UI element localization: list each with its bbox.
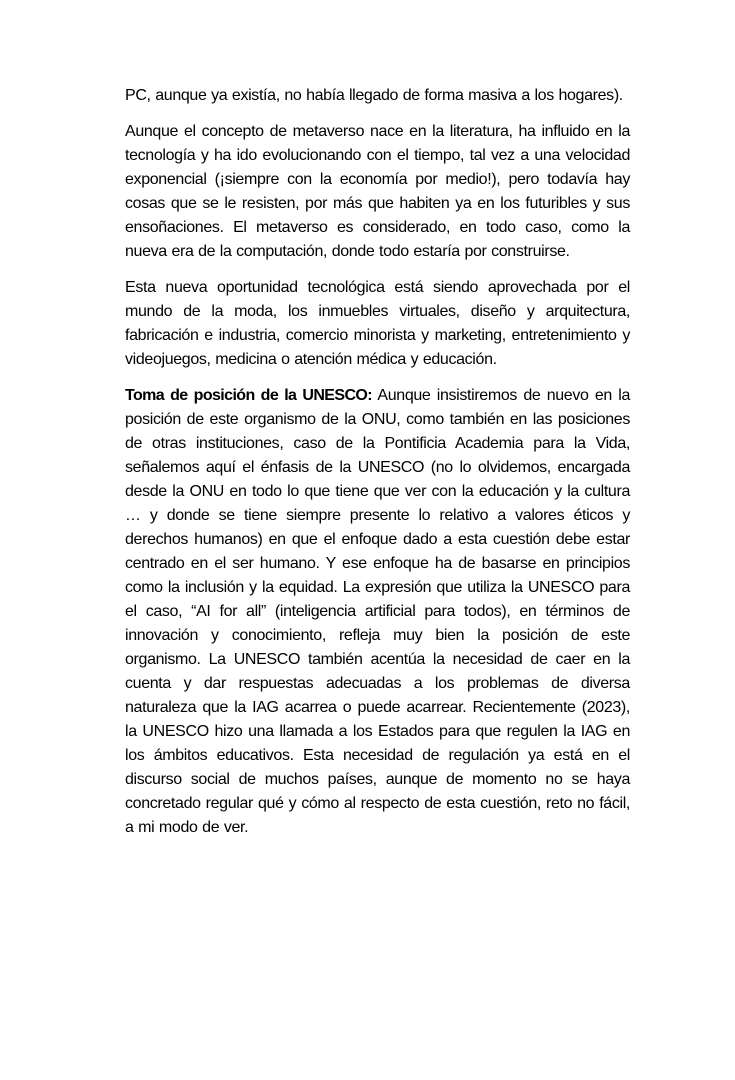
paragraph-metaverso-concept — [125, 120, 630, 264]
paragraph-unesco-position — [125, 384, 630, 840]
paragraph-text: Aunque insistiremos de nuevo en la posición de este organismo de la ONU, como también en las posiciones de otras instituciones, caso de la Pontificia Academia para la Vida, señalemos aquí el énfasis de la UNESCO (no lo olvidemos, encargada desde la ONU en todo lo que tiene que ver con la educación y la cultura … y donde se tiene siempre presente lo relativo a valores éticos y derechos humanos) en que el enfoque dado a esta cuestión debe estar centrado en el ser humano. Y ese enfoque ha de basarse en principios como la inclusión y la equidad. La expresión que utiliza la UNESCO para el caso, “AI for all” (inteligencia artificial para todos), en términos de innovación y conocimiento, refleja muy bien la posición de este organismo. La UNESCO también acentúa la necesidad de caer en la cuenta y dar respuestas adecuadas a los problemas de diversa naturaleza que la IAG acarrea o puede acarrear. Recientemente (2023), la UNESCO hizo una llamada a los Estados para que regulen la IAG en los ámbitos educativos. Esta necesidad de regulación ya está en el discurso social de muchos países, aunque de momento no se haya concretado regular qué y cómo al respecto de esta cuestión, reto no fácil, a mi modo de ver. — [125, 387, 630, 836]
paragraph-text: Aunque el concepto de metaverso nace en la literatura, ha influido en la tecnología y ha ido evolucionando con el tiempo, tal vez a una velocidad exponencial (¡siempre con la economía por medio!), pero todavía hay cosas que se le resisten, por más que habiten ya en los futuribles y sus ensoñaciones. El metaverso es considerado, en todo caso, como la nueva era de la computación, donde todo estaría por construirse. — [125, 123, 630, 260]
paragraph-pc-continuation — [125, 84, 630, 108]
paragraph-heading: Toma de posición de la UNESCO: — [125, 387, 372, 404]
paragraph-text: Esta nueva oportunidad tecnológica está siendo aprovechada por el mundo de la moda, los inmuebles virtuales, diseño y arquitectura, fabricación e industria, comercio minorista y marketing, entretenimiento y videojuegos, medicina o atención médica y educación. — [125, 279, 630, 368]
document-page — [125, 84, 630, 852]
paragraph-text: PC, aunque ya existía, no había llegado de forma masiva a los hogares). — [125, 87, 623, 104]
paragraph-metaverso-sectors — [125, 276, 630, 372]
